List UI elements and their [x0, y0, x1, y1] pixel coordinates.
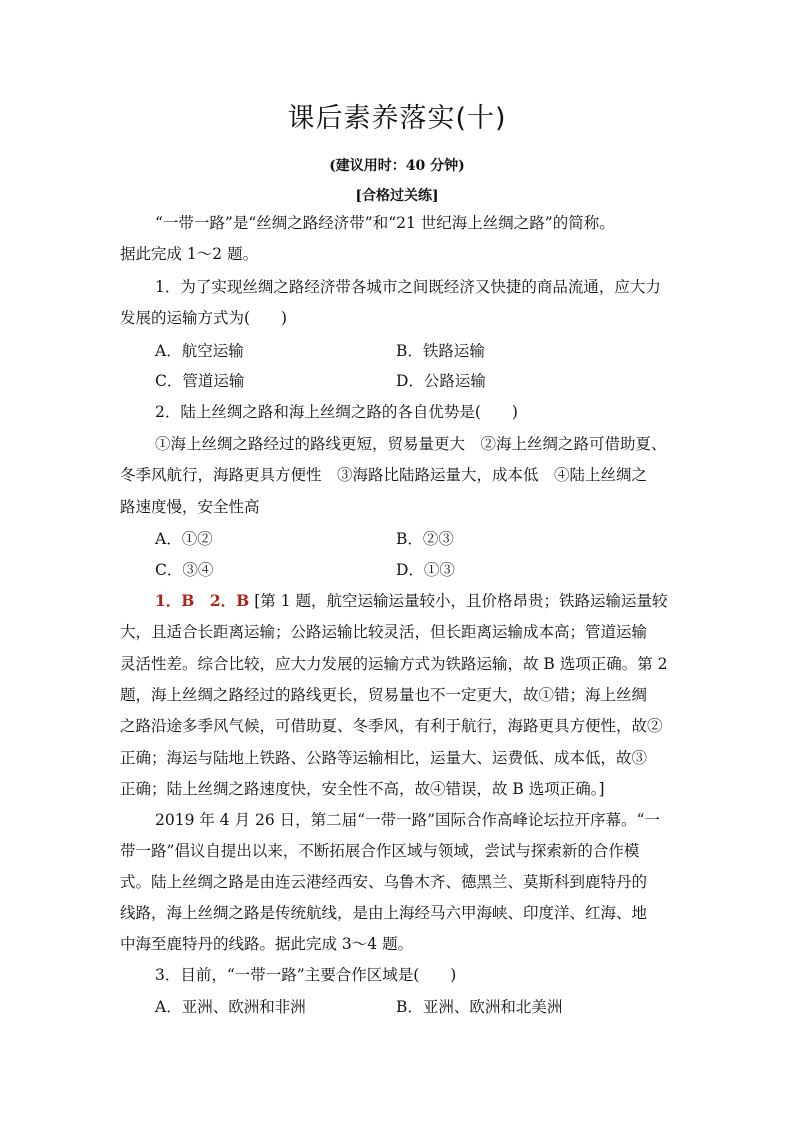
- question-3-option-a: A．亚洲、欧洲和非洲: [155, 998, 306, 1016]
- question-2-option-c: C．③④: [155, 561, 214, 579]
- answer-key: 1．B 2．B: [155, 591, 250, 610]
- suggested-time: (建议用时：40 分钟): [329, 158, 465, 174]
- intro-2-line-1: 2019 年 4 月 26 日，第二届“一带一路”国际合作高峰论坛拉开序幕。“一: [155, 811, 660, 829]
- question-1-option-a: A．航空运输: [155, 342, 244, 360]
- intro-2-line-4: 线路，海上丝绸之路是传统航线，是由上海经马六甲海峡、印度洋、红海、地: [120, 904, 648, 922]
- answer-line-5: 之路沿途多季风气候，可借助夏、冬季风，有利于航行，海路更具方便性，故②: [120, 717, 663, 735]
- question-2-option-b: B．②③: [396, 530, 454, 548]
- answer-line-6: 正确；海运与陆地上铁路、公路等运输相比，运量大、运费低、成本低，故③: [120, 749, 648, 767]
- question-1-line-1: 1．为了实现丝绸之路经济带各城市之间既经济又快捷的商品流通，应大力: [155, 278, 661, 296]
- section-heading: [合格过关练]: [355, 188, 439, 204]
- question-2-statement-3: 路速度慢，安全性高: [120, 498, 260, 516]
- page-title: 课后素养落实(十): [287, 103, 507, 134]
- question-2-statement-1: ①海上丝绸之路经过的路线更短，贸易量更大 ②海上丝绸之路可借助夏、: [155, 435, 667, 453]
- question-2-option-d: D．①③: [396, 561, 455, 579]
- answer-line-7: 正确；陆上丝绸之路速度快，安全性不高，故④错误，故 B 选项正确。]: [120, 780, 605, 798]
- question-1-line-2: 发展的运输方式为( ): [120, 309, 288, 327]
- question-2-line-1: 2．陆上丝绸之路和海上丝绸之路的各自优势是( ): [155, 403, 518, 421]
- intro-1-line-2: 据此完成 1～2 题。: [120, 245, 259, 263]
- intro-1-line-1: “一带一路”是“丝绸之路经济带”和“21 世纪海上丝绸之路”的简称。: [155, 214, 615, 232]
- question-3-option-b: B．亚洲、欧洲和北美洲: [396, 998, 563, 1016]
- question-2-option-a: A．①②: [155, 530, 213, 548]
- answer-explanation-start: [第 1 题，航空运输运量较小，且价格昂贵；铁路运输运量较: [254, 592, 668, 610]
- answer-line-4: 题，海上丝绸之路经过的路线更长，贸易量也不一定更大，故①错；海上丝绸: [120, 686, 648, 704]
- answer-line-2: 大，且适合长距离运输；公路运输比较灵活，但长距离运输成本高；管道运输: [120, 623, 648, 641]
- question-1-option-d: D．公路运输: [396, 372, 486, 390]
- intro-2-line-2: 带一路”倡议自提出以来，不断拓展合作区域与领域，尝试与探索新的合作模: [120, 842, 640, 860]
- question-1-option-c: C．管道运输: [155, 372, 245, 390]
- question-1-option-b: B．铁路运输: [396, 342, 485, 360]
- answer-line-3: 灵活性差。综合比较，应大力发展的运输方式为铁路运输，故 B 选项正确。第 2: [120, 655, 668, 673]
- intro-2-line-5: 中海至鹿特丹的线路。据此完成 3～4 题。: [120, 935, 414, 953]
- answer-line-1: [155, 590, 667, 612]
- question-2-statement-2: 冬季风航行，海路更具方便性 ③海路比陆路运量大，成本低 ④陆上丝绸之: [120, 466, 648, 484]
- intro-2-line-3: 式。陆上丝绸之路是由连云港经西安、乌鲁木齐、德黑兰、莫斯科到鹿特丹的: [120, 873, 648, 891]
- question-3-line-1: 3．目前，“一带一路”主要合作区域是( ): [155, 966, 457, 984]
